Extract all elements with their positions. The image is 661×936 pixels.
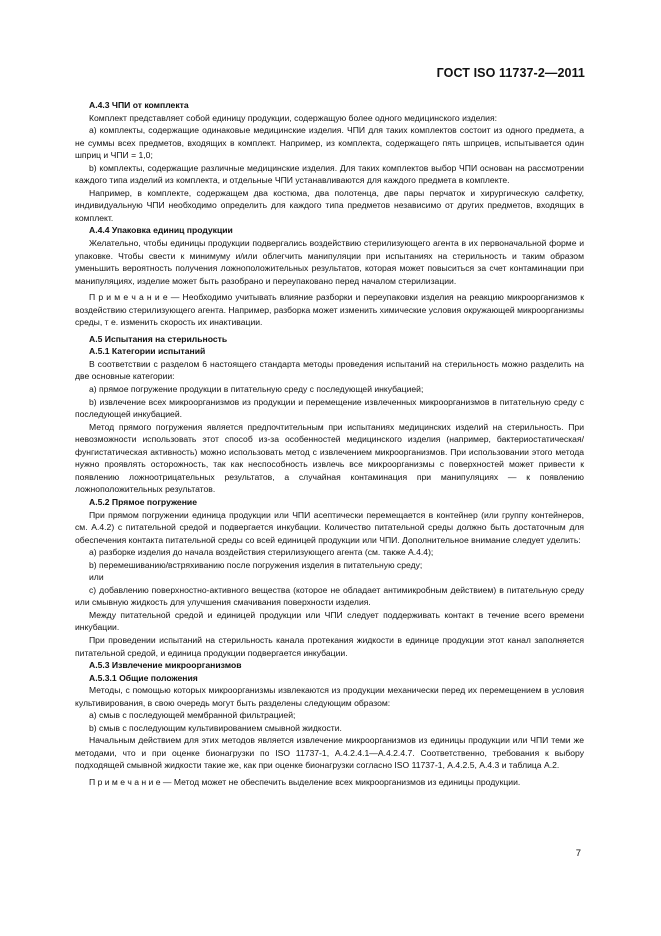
document-body [75, 99, 584, 789]
section-heading-a531: А.5.3.1 Общие положения [89, 672, 198, 683]
section-heading-a51: А.5.1 Категории испытаний [89, 346, 206, 357]
note: П р и м е ч а н и е — Необходимо учитывать влияние разборки и переупаковки изделия на реакцию микроорганизмов к воздействию стерилизующего агента. Например, разборка может изменить химические условия окружающей микроорганизмы среды, т е. изменить скорость их инактивации. [75, 292, 584, 328]
list-item: b) извлечение всех микроорганизмов из продукции и перемещение извлеченных микроорганизмов в питательную среду с последующей инкубацией. [75, 396, 584, 420]
paragraph: Метод прямого погружения является предпочтительным при испытаниях медицинских изделий на стерильность. При невозможности использовать этот способ из-за особенностей медицинского изделия (например, бактериостатическая/фунгистатическая активность) можно использовать метод с извлечением микроорганизмов. При использовании этого метода нужно проявлять осторожность, так как неспособность извлечь все микроорганизмы с поверхностей может привести к появлению ложноотрицательных результатов, а случайная контаминация при манипуляциях — к появлению ложноположительных результатов. [75, 421, 584, 495]
section-heading-a5: А.5 Испытания на стерильность [89, 333, 228, 344]
section-heading-a44: А.4.4 Упаковка единиц продукции [89, 225, 233, 236]
paragraph: Начальным действием для этих методов является извлечение микроорганизмов из единицы продукции или ЧПИ теми же методами, что и при оценке бионагрузки по ISO 11737-1, А.4.2.4.1—А.4.2.4.7. Соответственно, требования к выбору подходящей смывной жидкости такие же, как при оценке бионагрузки согласно ISO 11737-1, А.4.2.5, А.4.3 и таблица А.2. [75, 735, 584, 771]
list-item: b) смыв с последующим культивированием смывной жидкости. [89, 722, 342, 733]
paragraph: При проведении испытаний на стерильность канала протекания жидкости в единице продукции этот канал заполняется питательной средой, и единица продукции подвергается инкубации. [75, 634, 584, 658]
list-item: а) смыв с последующей мембранной фильтрацией; [89, 710, 296, 721]
section-heading-a52: А.5.2 Прямое погружение [89, 496, 197, 507]
document-header: ГОСТ ISO 11737-2—2011 [436, 66, 585, 80]
paragraph: При прямом погружении единица продукции или ЧПИ асептически перемещается в контейнер (или группу контейнеров, см. А.4.2) с питательной средой и подвергается инкубации. Количество питательной среды должно быть достаточным для обеспечения контакта питательной среды со всей единицей продукции или ЧПИ. Дополнительное внимание следует уделить: [75, 509, 584, 545]
list-item: с) добавлению поверхностно-активного вещества (которое не обладает антимикробным действием) в питательную среду или смывную жидкость для улучшения смачивания поверхности изделия. [75, 584, 584, 608]
paragraph: Комплект представляет собой единицу продукции, содержащую более одного медицинского изделия: [89, 112, 497, 123]
section-heading-a53: А.5.3 Извлечение микроорганизмов [89, 660, 242, 671]
page-number: 7 [575, 848, 581, 859]
list-item: b) перемешиванию/встряхиванию после погружения изделия в питательную среду; [89, 559, 423, 570]
paragraph: Между питательной средой и единицей продукции или ЧПИ следует поддерживать контакт в течение всего времени инкубации. [75, 609, 584, 633]
paragraph: Например, в комплекте, содержащем два костюма, два полотенца, две пары перчаток и хирургическую салфетку, индивидуальную ЧПИ необходимо определить для каждого типа предметов независимо от других предметов, входящих в комплект. [75, 187, 584, 223]
list-item: а) комплекты, содержащие одинаковые медицинские изделия. ЧПИ для таких комплектов состоит из одного предмета, а не суммы всех предметов, входящих в комплект. Например, из комплекта, содержащего пять шприцев, испытывается один шприц и ЧПИ = 1,0; [75, 125, 584, 161]
list-item: а) разборке изделия до начала воздействия стерилизующего агента (см. также А.4.4); [89, 547, 434, 558]
paragraph: Желательно, чтобы единицы продукции подвергались воздействию стерилизующего агента в их первоначальной форме и упаковке. Чтобы свести к минимуму и/или облегчить манипуляции при испытаниях на стерильность и таким образом уменьшить вероятность получения ложноположительных результатов, которая может повыситься за счет контаминации при манипуляциях, изделие может быть разобрано и переупаковано перед началом стерилизации. [75, 238, 584, 286]
list-item: b) комплекты, содержащие различные медицинские изделия. Для таких комплектов выбор ЧПИ основан на рассмотрении каждого типа изделий из комплекта, и отдельные ЧПИ устанавливаются для каждого предмета в комплекте. [75, 162, 584, 186]
note: П р и м е ч а н и е — Метод может не обеспечить выделение всех микроорганизмов из единицы продукции. [89, 776, 521, 787]
list-connector: или [89, 572, 104, 583]
paragraph: В соответствии с разделом 6 настоящего стандарта методы проведения испытаний на стерильность можно разделить на две основные категории: [75, 358, 584, 382]
section-heading-a43: А.4.3 ЧПИ от комплекта [89, 100, 189, 110]
list-item: а) прямое погружение продукции в питательную среду с последующей инкубацией; [89, 384, 424, 395]
paragraph: Методы, с помощью которых микроорганизмы извлекаются из продукции механически перед их перемещением в условия культивирования, в свою очередь могут быть разделены следующим образом: [75, 685, 584, 708]
